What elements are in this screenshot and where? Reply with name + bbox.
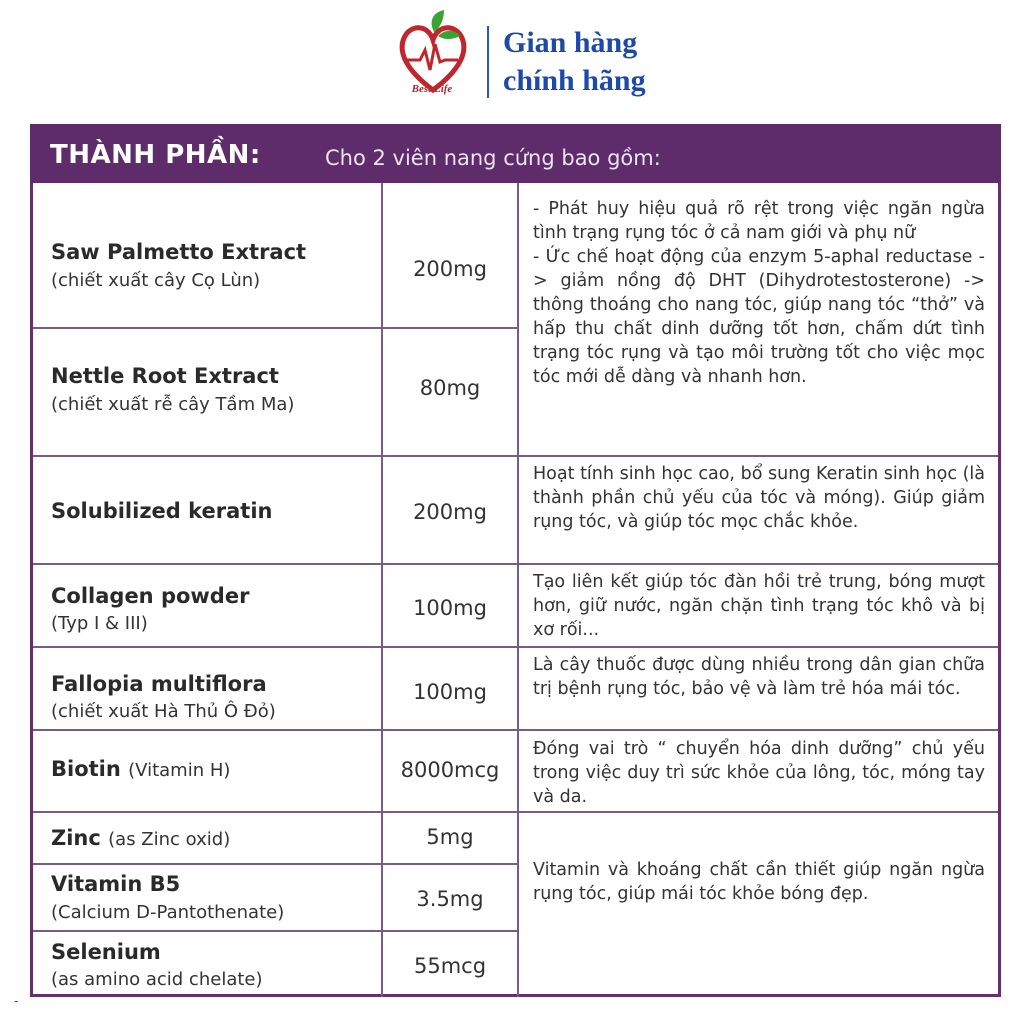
description-collagen: Tạo liên kết giúp tóc đàn hồi trẻ trung, bóng mượt hơn, giữ nước, ngăn chặn tình trạng tóc khô và bị xơ rối... [533,572,985,640]
ingredient-name: Nettle Root Extract [51,364,279,388]
row-divider [33,811,517,813]
ingredient-amount: 200mg [413,500,487,524]
row-divider [519,563,998,565]
ingredient-amount: 3.5mg [416,887,484,911]
ingredient-name: Vitamin B5 [51,872,181,896]
ingredient-amount: 5mg [426,825,474,849]
ingredient-name: Fallopia multiflora [51,672,267,696]
ingredient-subtitle: (Typ I & III) [51,613,148,634]
brand-line-2: chính hãng [503,64,646,97]
row-divider [33,930,517,932]
ingredient-subtitle: (Calcium D-Pantothenate) [51,902,285,923]
panel-title: THÀNH PHẦN: [50,140,261,170]
panel-subtitle: Cho 2 viên nang cứng bao gồm: [325,146,661,170]
column-divider-1 [381,183,383,997]
ingredient-subtitle: (Vitamin H) [128,760,231,781]
row-divider [33,563,517,565]
ingredient-subtitle: (as Zinc oxid) [108,829,231,850]
column-divider-2 [517,183,519,997]
ingredient-name: Zinc [51,826,101,850]
ingredient-name: Biotin [51,757,121,781]
ingredient-subtitle: (chiết xuất rễ cây Tầm Ma) [51,394,295,415]
logo-text: Best Life [411,83,453,95]
row-divider [33,455,517,457]
brand-label [503,24,646,100]
description-saw-nettle: - Phát huy hiệu quả rõ rệt trong việc ngăn ngừa tình trạng rụng tóc ở cả nam giới và phụ nữ - Ức chế hoạt động của enzym 5-aphal reductase -> giảm nồng độ DHT (Dihydrotestosterone) -> thông thoáng cho nang tóc, giúp nang tóc “thở” và hấp thu chất dinh dưỡng tốt hơn, chấm dứt tình trạng tóc rụng và tạo môi trường tốt cho việc mọc tóc mới dễ dàng và nhanh hơn. [533,199,985,387]
row-divider [33,729,517,731]
ingredient-amount: 100mg [413,680,487,704]
row-divider [383,327,517,329]
row-divider [519,455,998,457]
description-minerals: Vitamin và khoáng chất cần thiết giúp ngăn ngừa rụng tóc, giúp mái tóc khỏe bóng đẹp. [533,860,985,904]
ingredient-amount: 8000mcg [400,758,500,782]
ingredient-name: Saw Palmetto Extract [51,240,307,264]
row-divider [519,811,998,813]
ingredient-name: Solubilized keratin [51,499,273,523]
row-divider [33,327,381,329]
ingredient-subtitle: (as amino acid chelate) [51,969,263,990]
header-divider [487,26,489,98]
ingredient-amount: 55mcg [413,954,487,978]
ingredient-name: Selenium [51,940,161,964]
brand-line-1: Gian hàng [503,26,638,59]
row-divider [33,646,517,648]
ingredient-subtitle: (chiết xuất Hà Thủ Ô Đỏ) [51,701,276,722]
description-keratin: Hoạt tính sinh học cao, bổ sung Keratin sinh học (là thành phần chủ yếu của tóc và móng). Giúp giảm rụng tóc, và giúp tóc mọc chắc khỏe. [533,464,985,532]
row-divider [519,729,998,731]
ingredient-amount: 200mg [413,257,487,281]
ingredient-name: Collagen powder [51,584,250,608]
description-biotin: Đóng vai trò “ chuyển hóa dinh dưỡng” chủ yếu trong việc duy trì sức khỏe của lông, tóc, móng tay và da. [533,739,985,807]
row-divider [519,646,998,648]
footer-mark: - [14,994,19,1008]
description-fallopia: Là cây thuốc được dùng nhiều trong dân gian chữa trị bệnh rụng tóc, bảo vệ và làm trẻ hóa mái tóc. [533,655,985,699]
ingredient-name-inline [51,757,230,781]
row-divider [33,863,517,865]
ingredient-amount: 100mg [413,596,487,620]
ingredient-subtitle: (chiết xuất cây Cọ Lùn) [51,270,261,291]
ingredient-amount: 80mg [419,376,481,400]
ingredient-name-inline [51,826,230,850]
